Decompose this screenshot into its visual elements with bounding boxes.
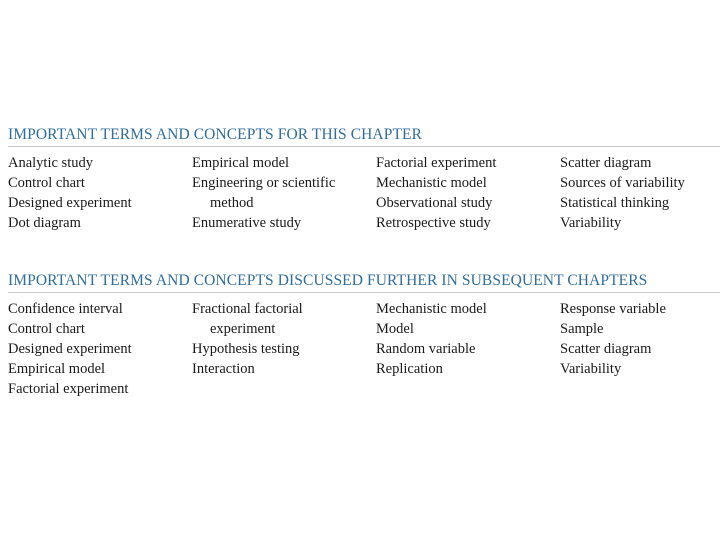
term-item: Control chart [8,321,85,337]
terms-column-1 [8,299,188,399]
term-item: Response variable [560,301,666,317]
term-item: Designed experiment [8,195,132,211]
term-item: Model [376,321,414,337]
term-item: Replication [376,361,443,377]
section-title: IMPORTANT TERMS AND CONCEPTS DISCUSSED FURTHER IN SUBSEQUENT CHAPTERS [8,272,648,289]
term-item-line: Engineering or scientific [192,175,336,191]
term-item: Retrospective study [376,215,491,231]
term-item: Sample [560,321,604,337]
term-item: Mechanistic model [376,301,487,317]
term-item: Interaction [192,361,255,377]
term-item: Factorial experiment [8,381,129,397]
term-item-line: method [210,195,254,211]
term-item: Scatter diagram [560,341,652,357]
term-item: Mechanistic model [376,175,487,191]
term-item: Designed experiment [8,341,132,357]
term-item: Empirical model [192,155,290,171]
section-divider [8,146,720,147]
term-item: Statistical thinking [560,195,670,211]
term-item: Scatter diagram [560,155,652,171]
term-item: Empirical model [8,361,106,377]
term-item: Control chart [8,175,85,191]
term-item: Analytic study [8,155,93,171]
terms-column-4 [560,299,720,379]
term-item-line: experiment [210,321,276,337]
term-item: Factorial experiment [376,155,497,171]
term-item: Variability [560,361,622,377]
term-item: Variability [560,215,622,231]
term-item: Confidence interval [8,301,123,317]
term-item: Hypothesis testing [192,341,300,357]
term-item [192,299,372,339]
section-title: IMPORTANT TERMS AND CONCEPTS FOR THIS CHAPTER [8,126,423,143]
term-item: Sources of variability [560,175,685,191]
section-divider [8,292,720,293]
terms-column-2 [192,299,372,379]
terms-column-2 [192,153,372,233]
term-item: Enumerative study [192,215,302,231]
terms-column-3 [376,153,556,233]
term-item: Random variable [376,341,476,357]
terms-column-4 [560,153,720,233]
terms-column-1 [8,153,188,233]
term-item: Dot diagram [8,215,81,231]
terms-this-chapter-section [8,126,720,231]
term-item: Observational study [376,195,493,211]
term-item [192,173,372,213]
terms-subsequent-chapters-section [8,272,720,397]
term-item-line: Fractional factorial [192,301,303,317]
terms-column-3 [376,299,556,379]
